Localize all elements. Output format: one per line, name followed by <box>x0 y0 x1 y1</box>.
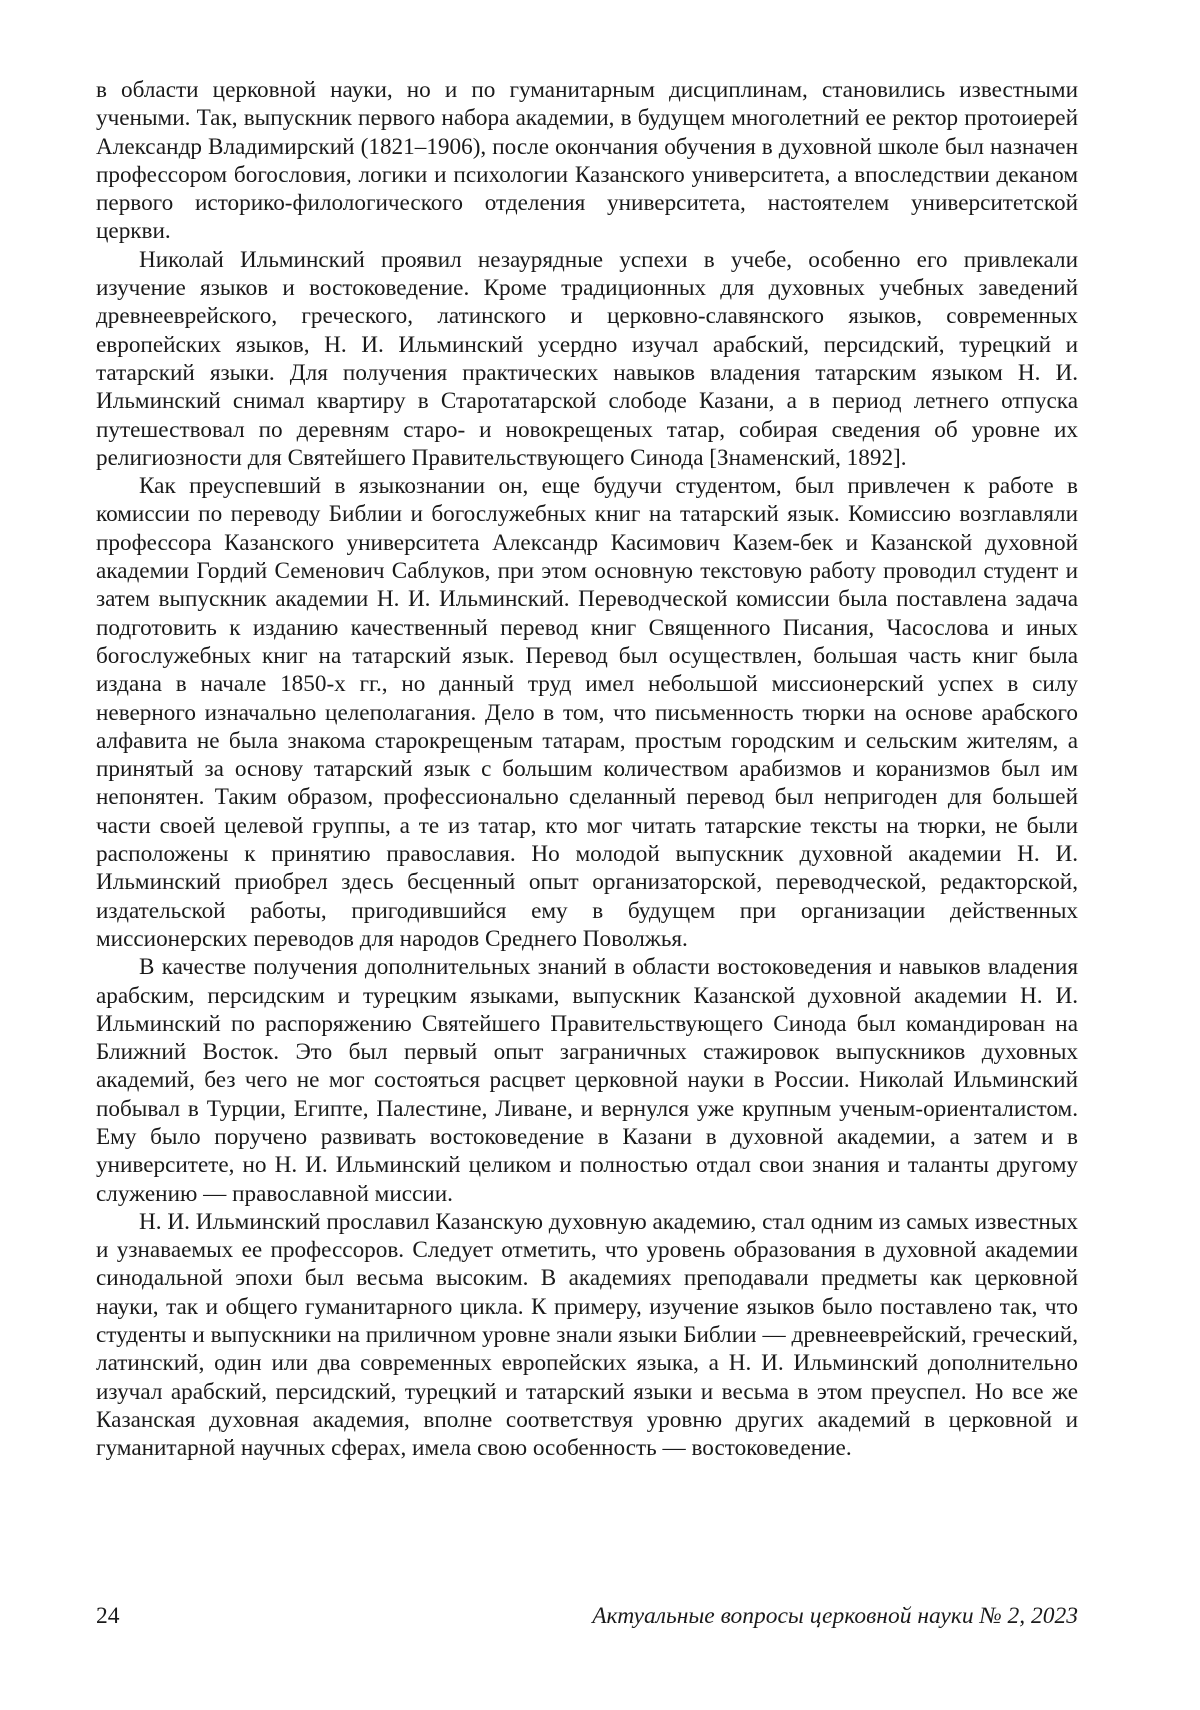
paragraph-translation-commission: Как преуспевший в языкознании он, еще будучи студентом, был привлечен к работе в комиссии по переводу Библии и богослужебных книг на татарский язык. Комиссию возглавляли профессора Казанского университета Александр Касимович Казем-бек и Казанской духовной академии Гордий Семенович Саблуков, при этом основную текстовую работу проводил студент и затем выпускник академии Н. И. Ильминский. Переводческой комиссии была поставлена задача подготовить к изданию качественный перевод книг Священного Писания, Часослова и иных богослужебных книг на татарский язык. Перевод был осуществлен, большая часть книг была издана в начале 1850-х гг., но данный труд имел небольшой миссионерский успех в силу неверного изначально целеполагания. Дело в том, что письменность тюрки на основе арабского алфавита не была знакома старокрещеным татарам, простым городским и сельским жителям, а принятый за основу татарский язык с большим количеством арабизмов и коранизмов был им непонятен. Таким образом, профессионально сделанный перевод был непригоден для большей части своей целевой группы, а те из татар, кто мог читать татарские тексты на тюрки, не были расположены к принятию православия. Но молодой выпускник духовной академии Н. И. Ильминский приобрел здесь бесценный опыт организаторской, переводческой, редакторской, издательской работы, пригодившийся ему в будущем при организации действенных миссионерских переводов для народов Среднего Поволжья. <box>96 472 1078 953</box>
paragraph-ilminsky-studies: Николай Ильминский проявил незаурядные успехи в учебе, особенно его привлекали изучение языков и востоковедение. Кроме традиционных для духовных учебных заведений древнееврейского, греческого, латинского и церковно-славянского языков, современных европейских языков, Н. И. Ильминский усердно изучал арабский, персидский, турецкий и татарский языки. Для получения практических навыков владения татарским языком Н. И. Ильминский снимал квартиру в Старотатарской слободе Казани, а в период летнего отпуска путешествовал по деревням старо- и новокрещеных татар, собирая сведения об уровне их религиозности для Святейшего Правительствующего Синода [Знаменский, 1892]. <box>96 246 1078 472</box>
paragraph-academy-glory: Н. И. Ильминский прославил Казанскую духовную академию, стал одним из самых известных и узнаваемых ее профессоров. Следует отметить, что уровень образования в духовной академии синодальной эпохи был весьма высоким. В академиях преподавали предметы как церковной науки, так и общего гуманитарного цикла. К примеру, изучение языков было поставлено так, что студенты и выпускники на приличном уровне знали языки Библии — древнееврейский, греческий, латинский, один или два современных европейских языка, а Н. И. Ильминский дополнительно изучал арабский, персидский, турецкий и татарский языки и весьма в этом преуспел. Но все же Казанская духовная академия, вполне соответствуя уровню других академий в церковной и гуманитарной научных сферах, имела свою особенность — востоковедение. <box>96 1208 1078 1463</box>
body-text <box>96 76 1078 1463</box>
page-number: 24 <box>96 1601 120 1631</box>
page-footer <box>96 1601 1078 1631</box>
journal-title: Актуальные вопросы церковной науки № 2, 2023 <box>592 1601 1078 1631</box>
document-page <box>96 76 1078 1636</box>
paragraph-middle-east-trip: В качестве получения дополнительных знаний в области востоковедения и навыков владения арабским, персидским и турецким языками, выпускник Казанской духовной академии Н. И. Ильминский по распоряжению Святейшего Правительствующего Синода был командирован на Ближний Восток. Это был первый опыт заграничных стажировок выпускников духовных академий, без чего не мог состояться расцвет церковной науки в России. Николай Ильминский побывал в Турции, Египте, Палестине, Ливане, и вернулся уже крупным ученым-ориенталистом. Ему было поручено развивать востоковедение в Казани в духовной академии, а затем и в университете, но Н. И. Ильминский целиком и полностью отдал свои знания и таланты другому служению — православной миссии. <box>96 953 1078 1208</box>
paragraph-continuation: в области церковной науки, но и по гуманитарным дисциплинам, становились известными учеными. Так, выпускник первого набора академии, в будущем многолетний ее ректор протоиерей Александр Владимирский (1821–1906), после окончания обучения в духовной школе был назначен профессором богословия, логики и психологии Казанского университета, а впоследствии деканом первого историко-филологического отделения университета, настоятелем университетской церкви. <box>96 76 1078 246</box>
